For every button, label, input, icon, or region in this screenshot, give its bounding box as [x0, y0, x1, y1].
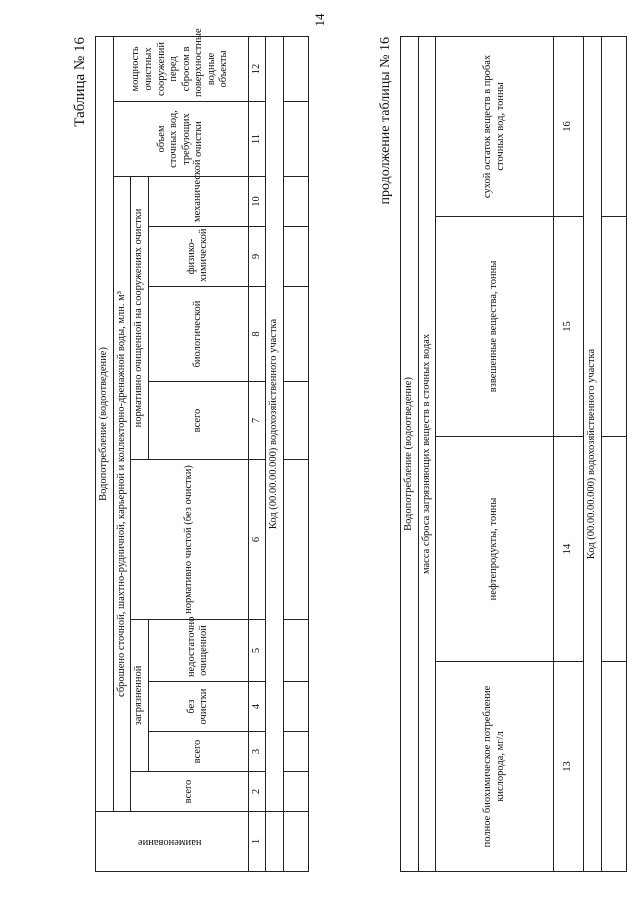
physchem-header: физико-химической: [148, 227, 248, 287]
biological-header: биологической: [148, 287, 248, 382]
col-num: 16: [554, 36, 584, 216]
col-name-header: наименование: [96, 812, 249, 872]
polluted-header: загрязненной: [131, 620, 149, 772]
col-num: 14: [554, 437, 584, 662]
table-16-continued-block: [378, 37, 627, 872]
col-num: 5: [248, 620, 266, 682]
mechanical-header: механической: [148, 177, 248, 227]
col-num: 2: [248, 772, 266, 812]
col-num: 10: [248, 177, 266, 227]
discharged-header: сброшено сточной, шахтно-рудничной, карьерной и коллекторно-дренажной воды, млн. м³: [113, 177, 131, 812]
bod-header: полное биохимическое потребление кислорода, мг/л: [436, 662, 554, 872]
table-caption: Таблица № 16: [72, 37, 88, 127]
normative-clean-header: нормативно чистой (без очистки): [131, 460, 249, 620]
capacity-header: мощность очистных сооружений перед сбросом в поверхностные водные объекты: [113, 36, 248, 101]
number-row: [248, 36, 266, 871]
col-num: 8: [248, 287, 266, 382]
col-num: 3: [248, 732, 266, 772]
suspended-header: взвешенные вещества, тонны: [436, 217, 554, 437]
oil-header: нефтепродукты, тонны: [436, 437, 554, 662]
col-num: 1: [248, 812, 266, 872]
table-16: [95, 28, 309, 872]
polluted-total-header: всего: [148, 732, 248, 772]
col-num: 7: [248, 382, 266, 460]
volume-needing-header: объем сточных вод, требующих очистки: [113, 102, 248, 177]
col-num: 12: [248, 36, 266, 101]
nt-total-header: всего: [148, 382, 248, 460]
mass-title: масса сброса загрязняющих веществ в сточных водах: [418, 36, 436, 871]
table-row: [601, 36, 626, 871]
col-num: 6: [248, 460, 266, 620]
section-title: Водопотребление (водоотведение): [96, 36, 114, 811]
number-row: [554, 36, 584, 871]
section-title: Водопотребление (водоотведение): [401, 36, 419, 871]
code-row-name: [266, 812, 284, 872]
insufficient-header: недостаточно очищенной: [148, 620, 248, 682]
table-16-block: [72, 28, 309, 872]
col-num: 4: [248, 682, 266, 732]
dry-residue-header: сухой остаток веществ в пробах сточных вод, тонны: [436, 36, 554, 216]
col-num: 15: [554, 217, 584, 437]
col-num: 13: [554, 662, 584, 872]
table-16-continued: [400, 36, 627, 872]
code-row: Код (00.00.00.000) водохозяйственного участка: [584, 36, 602, 871]
code-row: Код (00.00.00.000) водохозяйственного участка: [266, 36, 284, 811]
continued-caption: продолжение таблицы № 16: [378, 37, 393, 205]
page-number: 14: [312, 13, 327, 27]
without-treatment-header: без очистки: [148, 682, 248, 732]
normative-treated-header: нормативно очищенной на сооружениях очистки: [131, 177, 149, 460]
total-header: всего: [131, 772, 249, 812]
table-row: [283, 36, 308, 871]
col-num: 11: [248, 102, 266, 177]
col-num: 9: [248, 227, 266, 287]
